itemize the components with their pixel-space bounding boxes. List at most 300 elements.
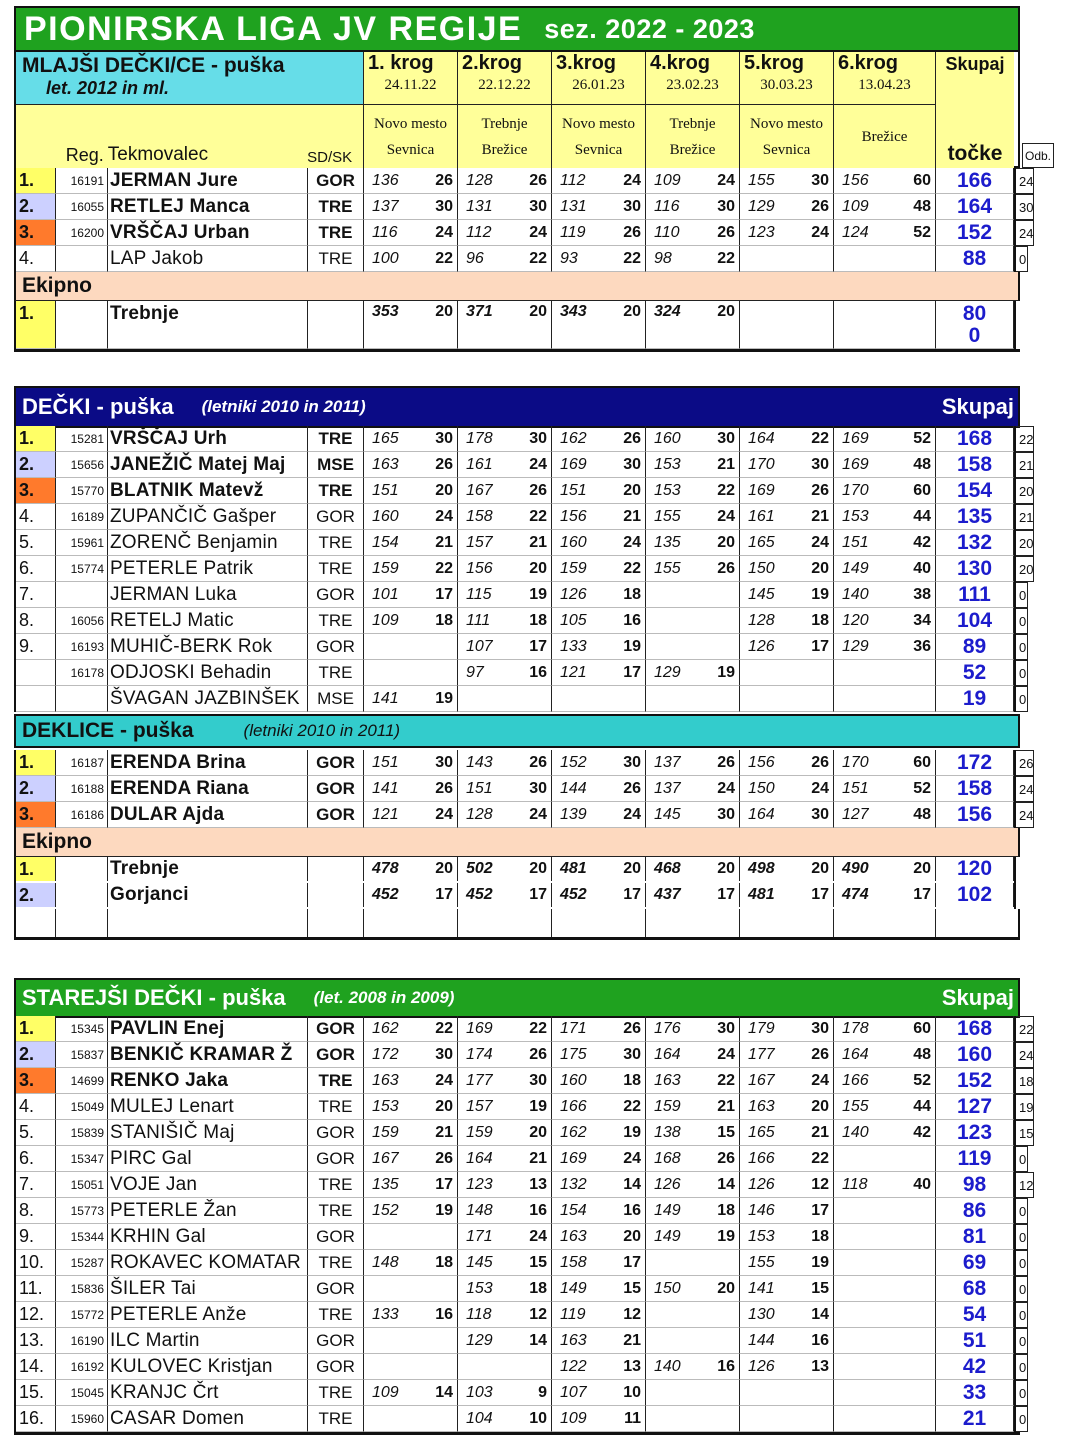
table-row (14, 582, 1028, 608)
round-place (834, 105, 935, 168)
name-cell: VRŠČAJ Urh (108, 426, 308, 452)
round-4-cell (646, 1094, 740, 1120)
round-6-cell (834, 1354, 936, 1380)
score: 100 (372, 249, 399, 267)
score: 166 (748, 1149, 775, 1167)
score: 161 (466, 455, 493, 473)
points: 20 (811, 1097, 829, 1115)
name-cell: ZUPANČIČ Gašper (108, 504, 308, 530)
row-cells (14, 478, 1016, 504)
round-5-cell (740, 1172, 834, 1198)
round-6-cell (834, 857, 936, 881)
sec2-skupaj: Skupaj (941, 394, 1014, 419)
rank-cell: 4. (16, 246, 56, 272)
score: 126 (654, 1175, 681, 1193)
score: 135 (372, 1175, 399, 1193)
points: 34 (913, 611, 931, 629)
round-2-cell (458, 1380, 552, 1406)
reg-cell: 15960 (56, 1406, 108, 1432)
round-5-cell (740, 504, 834, 530)
score: 168 (654, 1149, 681, 1167)
reg-cell: 16186 (56, 802, 108, 828)
odb-cell: 24 (1016, 1042, 1034, 1068)
points: 18 (811, 1227, 829, 1245)
reg-cell: 15287 (56, 1250, 108, 1276)
score: 164 (748, 805, 775, 823)
name-cell: BENKIČ KRAMAR Ž (108, 1042, 308, 1068)
points: 22 (717, 481, 735, 499)
team-total: 80 (962, 301, 987, 325)
score: 343 (560, 303, 587, 320)
score: 126 (748, 637, 775, 655)
score: 131 (560, 197, 587, 215)
round-6-cell (834, 1094, 936, 1120)
row-cells (14, 857, 1016, 883)
name-cell: DULAR Ajda (108, 802, 308, 828)
score: 452 (372, 886, 399, 903)
name-cell: Trebnje (108, 857, 308, 881)
row-cells (14, 426, 1016, 452)
points: 12 (623, 1305, 641, 1323)
rank-cell: 3. (16, 478, 56, 504)
table-row (14, 802, 1034, 828)
points: 26 (623, 223, 641, 241)
points: 30 (717, 805, 735, 823)
score: 158 (466, 507, 493, 525)
total-cell: 154 (936, 478, 1014, 504)
round-6-cell (834, 1120, 936, 1146)
round-5-cell (740, 478, 834, 504)
round-label: 4.krog (650, 52, 711, 74)
points: 15 (717, 1123, 735, 1141)
round-5-cell (740, 1250, 834, 1276)
round-4-cell (646, 452, 740, 478)
score: 164 (842, 1045, 869, 1063)
table-row (14, 1380, 1028, 1406)
score: 140 (842, 585, 869, 603)
score: 174 (466, 1045, 493, 1063)
total-cell: 135 (936, 504, 1014, 530)
name-cell: KRHIN Gal (108, 1224, 308, 1250)
club-cell (308, 857, 364, 881)
round-1-cell (364, 1406, 458, 1432)
round-5-cell (740, 857, 834, 881)
club-cell: TRE (308, 1094, 364, 1120)
score: 170 (748, 455, 775, 473)
sec3-team-band (14, 828, 1020, 857)
round-6-cell (834, 556, 936, 582)
sec4-skupaj: Skupaj (941, 985, 1014, 1010)
club-cell: GOR (308, 1120, 364, 1146)
row-cells (14, 504, 1016, 530)
round-3-cell (552, 857, 646, 881)
rank-cell: 3. (16, 802, 56, 828)
round-2-cell (458, 1302, 552, 1328)
reg-cell: 15772 (56, 1302, 108, 1328)
name-cell: PIRC Gal (108, 1146, 308, 1172)
score: 109 (842, 197, 869, 215)
club-cell: GOR (308, 1016, 364, 1042)
club-cell: TRE (308, 660, 364, 686)
score: 150 (748, 779, 775, 797)
spacer-cell (364, 909, 458, 937)
points: 17 (717, 886, 735, 903)
round-5-cell (740, 1354, 834, 1380)
round-2-cell (458, 426, 552, 452)
sec1-team-band (14, 272, 1020, 301)
round-4-cell (646, 220, 740, 246)
round-5-cell (740, 1406, 834, 1432)
score: 109 (372, 611, 399, 629)
round-5-cell (740, 220, 834, 246)
club-cell: GOR (308, 1224, 364, 1250)
odb-cell: 0 (1016, 608, 1028, 634)
name-cell: RETELJ Matic (108, 608, 308, 634)
table-row (14, 686, 1028, 712)
points: 30 (623, 455, 641, 473)
odb-cell: 0 (1016, 1302, 1028, 1328)
points: 18 (529, 611, 547, 629)
score: 163 (560, 1331, 587, 1349)
odb-cell: 19 (1016, 1094, 1034, 1120)
reg-cell (56, 686, 108, 712)
round-5-cell (740, 802, 834, 828)
round-5-cell (740, 452, 834, 478)
points: 30 (529, 429, 547, 447)
score: 148 (372, 1253, 399, 1271)
odb-cell: 0 (1016, 1250, 1028, 1276)
round-6-cell (834, 1146, 936, 1172)
odb-cell (1016, 883, 1028, 909)
round-5-cell (740, 1224, 834, 1250)
total-cell: 158 (936, 776, 1014, 802)
score: 126 (748, 1175, 775, 1193)
points: 19 (435, 1201, 453, 1219)
round-top (740, 52, 833, 105)
points: 26 (435, 779, 453, 797)
round-1-cell (364, 1250, 458, 1276)
reg-cell: 16193 (56, 634, 108, 660)
score: 149 (654, 1227, 681, 1245)
score: 112 (466, 223, 492, 241)
points: 30 (435, 429, 453, 447)
round-4-cell (646, 1302, 740, 1328)
points: 24 (811, 1071, 829, 1089)
points: 15 (529, 1253, 547, 1271)
score: 157 (466, 533, 493, 551)
points: 17 (913, 886, 931, 903)
round-header-4 (646, 52, 740, 168)
round-6-cell (834, 1224, 936, 1250)
round-2-cell (458, 530, 552, 556)
round-top (458, 52, 551, 105)
round-4-cell (646, 1276, 740, 1302)
table-row (14, 556, 1034, 582)
row-cells (14, 1302, 1016, 1328)
score: 155 (654, 559, 681, 577)
round-2-cell (458, 1328, 552, 1354)
score: 166 (560, 1097, 587, 1115)
row-cells (14, 452, 1016, 478)
round-6-cell (834, 1042, 936, 1068)
score: 155 (654, 507, 681, 525)
club-cell: GOR (308, 750, 364, 776)
name-cell: BLATNIK Matevž (108, 478, 308, 504)
category-sub: let. 2012 in ml. (46, 78, 170, 98)
round-1-cell (364, 1094, 458, 1120)
round-2-cell (458, 776, 552, 802)
score: 109 (560, 1409, 587, 1427)
round-1-cell (364, 1120, 458, 1146)
round-2-cell (458, 634, 552, 660)
points: 22 (435, 249, 453, 267)
round-2-cell (458, 883, 552, 907)
points: 16 (529, 663, 547, 681)
sec4-title: STAREJŠI DEČKI - puška (22, 985, 286, 1010)
score: 177 (748, 1045, 775, 1063)
round-header-5 (740, 52, 834, 168)
points: 13 (811, 1357, 829, 1375)
round-3-cell (552, 452, 646, 478)
name-cell: ZORENČ Benjamin (108, 530, 308, 556)
round-6-cell (834, 660, 936, 686)
total-cell: 69 (936, 1250, 1014, 1276)
points: 30 (529, 779, 547, 797)
row-cells (14, 1016, 1016, 1042)
rank-cell: 5. (16, 1120, 56, 1146)
score: 144 (748, 1331, 775, 1349)
odb-cell (1016, 301, 1028, 327)
odb-cell (1016, 857, 1028, 883)
club-cell: GOR (308, 1276, 364, 1302)
table-row (14, 1146, 1028, 1172)
spacer-cell (552, 909, 646, 937)
round-3-cell (552, 1224, 646, 1250)
table-row (14, 1276, 1028, 1302)
round-1-cell (364, 660, 458, 686)
table-row (14, 452, 1034, 478)
name-cell: PETERLE Patrik (108, 556, 308, 582)
odb-cell: 0 (1016, 1406, 1028, 1432)
round-6-cell (834, 582, 936, 608)
club-cell: GOR (308, 776, 364, 802)
round-6-cell (834, 1068, 936, 1094)
points: 16 (529, 1201, 547, 1219)
club-cell: TRE (308, 194, 364, 220)
points: 24 (623, 805, 641, 823)
points: 16 (623, 611, 641, 629)
score: 170 (842, 753, 869, 771)
odb-cell: 24 (1016, 802, 1034, 828)
round-4-cell (646, 301, 740, 349)
odb-cell: 0 (1016, 1198, 1028, 1224)
round-date: 23.02.23 (666, 77, 719, 93)
score: 166 (842, 1071, 869, 1089)
row-cells (14, 1094, 1016, 1120)
round-header-2 (458, 52, 552, 168)
score: 167 (748, 1071, 775, 1089)
round-3-cell (552, 220, 646, 246)
points: 19 (717, 663, 735, 681)
reg-cell: 15345 (56, 1016, 108, 1042)
rank-cell: 9. (16, 1224, 56, 1250)
round-4-cell (646, 556, 740, 582)
round-top (834, 52, 935, 105)
name-cell: ERENDA Brina (108, 750, 308, 776)
round-5-cell (740, 530, 834, 556)
spacer-cell (308, 909, 364, 937)
points: 20 (435, 1097, 453, 1115)
round-place1: Trebnje (481, 115, 528, 132)
score: 110 (654, 223, 680, 241)
sec4-header (14, 978, 1020, 1018)
score: 178 (842, 1019, 869, 1037)
reg-cell: 15770 (56, 478, 108, 504)
points: 22 (529, 1019, 547, 1037)
round-label: 6.krog (838, 52, 899, 74)
score: 107 (466, 637, 493, 655)
score: 109 (372, 1383, 399, 1401)
round-1-cell (364, 1354, 458, 1380)
round-3-cell (552, 426, 646, 452)
points: 21 (435, 1123, 453, 1141)
score: 137 (372, 197, 399, 215)
points: 21 (435, 533, 453, 551)
total-cell: 172 (936, 750, 1014, 776)
score: 140 (654, 1357, 681, 1375)
spacer-cell (740, 909, 834, 937)
round-3-cell (552, 883, 646, 907)
row-cells (14, 750, 1016, 776)
score: 163 (748, 1097, 775, 1115)
name-cell: JERMAN Luka (108, 582, 308, 608)
reg-cell: 15281 (56, 426, 108, 452)
table-row (14, 608, 1028, 634)
points: 48 (913, 1045, 931, 1063)
score: 128 (466, 805, 493, 823)
points: 10 (529, 1409, 547, 1427)
points: 26 (811, 197, 829, 215)
score: 141 (372, 779, 399, 797)
round-4-cell (646, 634, 740, 660)
total-cell: 164 (936, 194, 1014, 220)
club-cell: TRE (308, 1068, 364, 1094)
points: 22 (623, 1097, 641, 1115)
total-cell: 168 (936, 1016, 1014, 1042)
round-1-cell (364, 504, 458, 530)
round-2-cell (458, 220, 552, 246)
points: 14 (435, 1383, 453, 1401)
round-2-cell (458, 1172, 552, 1198)
total-cell: 89 (936, 634, 1014, 660)
round-3-cell (552, 686, 646, 712)
points: 21 (811, 1123, 829, 1141)
round-2-cell (458, 750, 552, 776)
round-place2: Brežice (861, 128, 908, 145)
round-5-cell (740, 194, 834, 220)
name-cell: KULOVEC Kristjan (108, 1354, 308, 1380)
points: 24 (623, 1149, 641, 1167)
points: 30 (811, 1019, 829, 1037)
points: 21 (717, 1097, 735, 1115)
score: 167 (372, 1149, 399, 1167)
row-cells (14, 883, 1016, 909)
round-3-cell (552, 1198, 646, 1224)
score: 164 (748, 429, 775, 447)
total-cell: 51 (936, 1328, 1014, 1354)
points: 18 (435, 1253, 453, 1271)
odb-cell: 21 (1016, 504, 1034, 530)
club-cell: TRE (308, 478, 364, 504)
reg-cell (56, 857, 108, 881)
score: 498 (748, 860, 775, 877)
round-1-cell (364, 556, 458, 582)
round-6-cell (834, 478, 936, 504)
score: 151 (372, 753, 399, 771)
score: 118 (842, 1175, 868, 1193)
name-cell: ŠILER Tai (108, 1276, 308, 1302)
club-cell: TRE (308, 426, 364, 452)
table-row (14, 776, 1034, 802)
reg-cell: 15836 (56, 1276, 108, 1302)
club-cell: TRE (308, 246, 364, 272)
name-cell: ERENDA Riana (108, 776, 308, 802)
round-2-cell (458, 1042, 552, 1068)
round-place (458, 105, 551, 168)
points: 16 (435, 1305, 453, 1323)
round-top (646, 52, 739, 105)
round-3-cell (552, 1380, 646, 1406)
round-1-cell (364, 301, 458, 349)
score: 93 (560, 249, 578, 267)
rank-cell: 8. (16, 1198, 56, 1224)
points: 40 (913, 1175, 931, 1193)
round-1-cell (364, 1328, 458, 1354)
points: 18 (811, 611, 829, 629)
name-cell: ŠVAGAN JAZBINŠEK (108, 686, 308, 712)
round-5-cell (740, 1380, 834, 1406)
row-cells (14, 582, 1016, 608)
points: 52 (913, 223, 931, 241)
row-cells (14, 1328, 1016, 1354)
score: 131 (466, 197, 493, 215)
round-header-6 (834, 52, 936, 168)
round-1-cell (364, 802, 458, 828)
points: 16 (623, 1201, 641, 1219)
score: 468 (654, 860, 681, 877)
rank-cell (16, 660, 56, 686)
table-row (14, 1406, 1028, 1432)
points: 13 (529, 1175, 547, 1193)
sec3-header (14, 714, 1020, 748)
rank-cell: 6. (16, 556, 56, 582)
round-4-cell (646, 582, 740, 608)
score: 162 (372, 1019, 399, 1037)
round-3-cell (552, 1016, 646, 1042)
rank-cell: 1. (16, 168, 56, 194)
round-4-cell (646, 1120, 740, 1146)
round-4-cell (646, 1146, 740, 1172)
points: 20 (623, 303, 641, 320)
score: 165 (748, 533, 775, 551)
name-cell: PAVLIN Enej (108, 1016, 308, 1042)
score: 172 (372, 1045, 399, 1063)
round-date: 30.03.23 (760, 77, 813, 93)
score: 135 (654, 533, 681, 551)
round-4-cell (646, 246, 740, 272)
score: 159 (372, 1123, 399, 1141)
row-cells (14, 220, 1016, 246)
